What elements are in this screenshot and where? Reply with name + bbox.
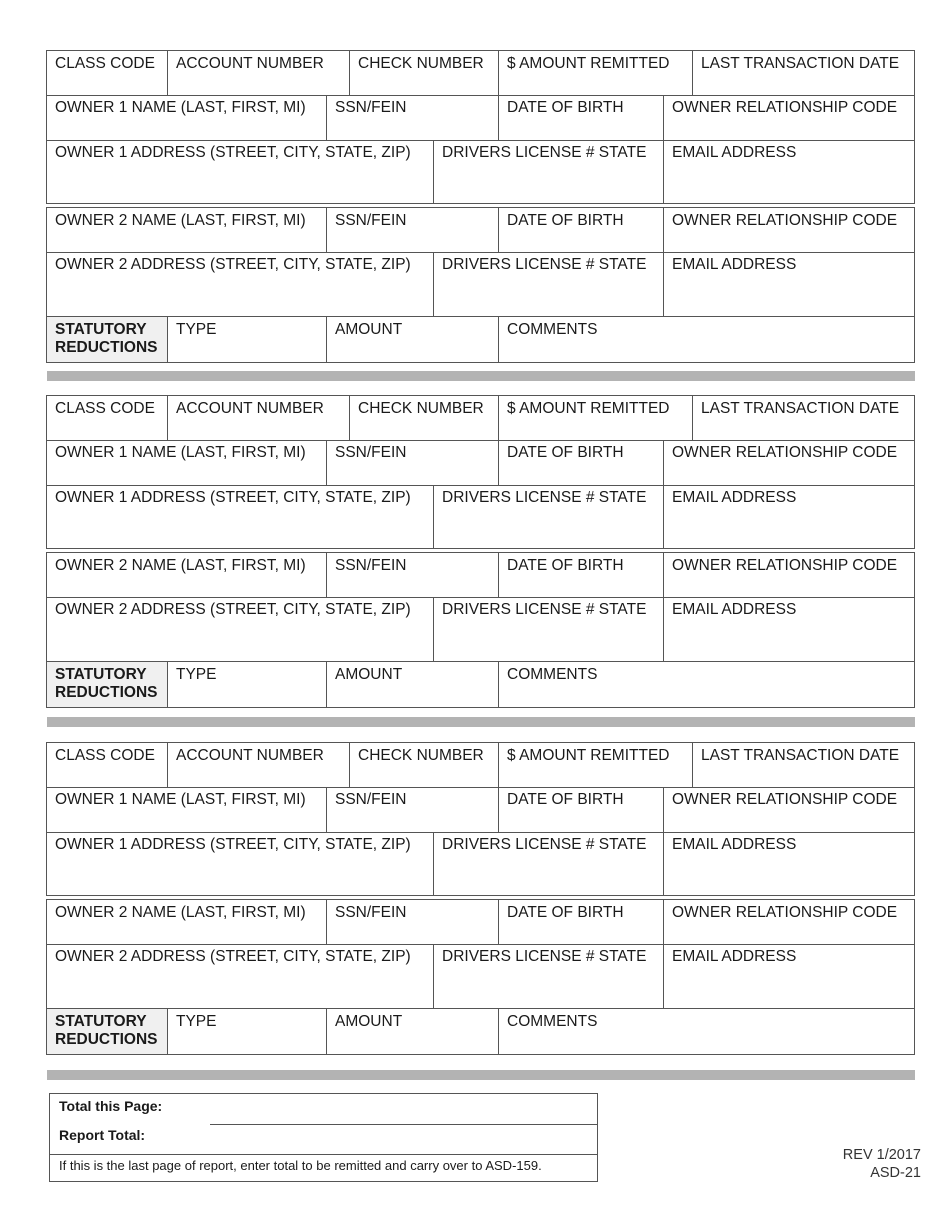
check-number-field[interactable]: CHECK NUMBER xyxy=(349,50,499,96)
owner-1-address-street-city-state-zip-field[interactable]: OWNER 1 ADDRESS (STREET, CITY, STATE, ZIP) xyxy=(46,832,434,896)
date-of-birth-field[interactable]: DATE OF BIRTH xyxy=(498,95,664,141)
account-number-field[interactable]: ACCOUNT NUMBER xyxy=(167,742,350,788)
owner-1-name-last-first-mi-field[interactable]: OWNER 1 NAME (LAST, FIRST, MI) xyxy=(46,440,327,486)
statutory-reductions-field: STATUTORY REDUCTIONS xyxy=(46,317,168,363)
owner-2-name-last-first-mi-field[interactable]: OWNER 2 NAME (LAST, FIRST, MI) xyxy=(46,552,327,598)
date-of-birth-field[interactable]: DATE OF BIRTH xyxy=(498,207,664,253)
totals-box xyxy=(49,1093,598,1182)
section-divider xyxy=(47,371,915,381)
ssn-fein-field[interactable]: SSN/FEIN xyxy=(326,207,499,253)
statutory-reductions-field: STATUTORY REDUCTIONS xyxy=(46,1009,168,1055)
form-row xyxy=(47,662,915,708)
check-number-field[interactable]: CHECK NUMBER xyxy=(349,395,499,441)
drivers-license-state-field[interactable]: DRIVERS LICENSE # STATE xyxy=(433,485,664,549)
last-transaction-date-field[interactable]: LAST TRANSACTION DATE xyxy=(692,395,915,441)
record-block xyxy=(47,395,915,708)
revision-date: REV 1/2017 xyxy=(842,1147,921,1163)
drivers-license-state-field[interactable]: DRIVERS LICENSE # STATE xyxy=(433,597,664,662)
form-row xyxy=(47,95,915,141)
form-row xyxy=(47,317,915,363)
owner-1-name-last-first-mi-field[interactable]: OWNER 1 NAME (LAST, FIRST, MI) xyxy=(46,787,327,833)
owner-relationship-code-field[interactable]: OWNER RELATIONSHIP CODE xyxy=(663,552,915,598)
email-address-field[interactable]: EMAIL ADDRESS xyxy=(663,944,915,1009)
owner-1-name-last-first-mi-field[interactable]: OWNER 1 NAME (LAST, FIRST, MI) xyxy=(46,95,327,141)
email-address-field[interactable]: EMAIL ADDRESS xyxy=(663,597,915,662)
owner-relationship-code-field[interactable]: OWNER RELATIONSHIP CODE xyxy=(663,207,915,253)
form-row xyxy=(47,207,915,253)
form-id: ASD-21 xyxy=(870,1165,921,1181)
drivers-license-state-field[interactable]: DRIVERS LICENSE # STATE xyxy=(433,252,664,317)
report-total-label: Report Total: xyxy=(59,1127,146,1143)
owner-2-address-street-city-state-zip-field[interactable]: OWNER 2 ADDRESS (STREET, CITY, STATE, ZIP) xyxy=(46,944,434,1009)
class-code-field[interactable]: CLASS CODE xyxy=(46,742,168,788)
owner-1-address-street-city-state-zip-field[interactable]: OWNER 1 ADDRESS (STREET, CITY, STATE, ZIP) xyxy=(46,485,434,549)
ssn-fein-field[interactable]: SSN/FEIN xyxy=(326,787,499,833)
account-number-field[interactable]: ACCOUNT NUMBER xyxy=(167,395,350,441)
amount-field[interactable]: AMOUNT xyxy=(326,1009,499,1055)
date-of-birth-field[interactable]: DATE OF BIRTH xyxy=(498,899,664,945)
form-row xyxy=(47,440,915,486)
amount-field[interactable]: AMOUNT xyxy=(326,317,499,363)
form-row xyxy=(47,252,915,317)
owner-2-name-last-first-mi-field[interactable]: OWNER 2 NAME (LAST, FIRST, MI) xyxy=(46,207,327,253)
class-code-field[interactable]: CLASS CODE xyxy=(46,395,168,441)
form-row xyxy=(47,552,915,598)
form-row xyxy=(47,140,915,204)
amount-field[interactable]: AMOUNT xyxy=(326,662,499,708)
check-number-field[interactable]: CHECK NUMBER xyxy=(349,742,499,788)
email-address-field[interactable]: EMAIL ADDRESS xyxy=(663,485,915,549)
drivers-license-state-field[interactable]: DRIVERS LICENSE # STATE xyxy=(433,944,664,1009)
section-divider xyxy=(47,717,915,727)
comments-field[interactable]: COMMENTS xyxy=(498,1009,915,1055)
owner-relationship-code-field[interactable]: OWNER RELATIONSHIP CODE xyxy=(663,899,915,945)
form-row xyxy=(47,50,915,96)
date-of-birth-field[interactable]: DATE OF BIRTH xyxy=(498,552,664,598)
record-block xyxy=(47,50,915,363)
email-address-field[interactable]: EMAIL ADDRESS xyxy=(663,252,915,317)
total-this-page-label: Total this Page: xyxy=(59,1098,163,1114)
comments-field[interactable]: COMMENTS xyxy=(498,662,915,708)
form-revision xyxy=(843,1146,921,1182)
form-row xyxy=(47,597,915,662)
record-block xyxy=(47,742,915,1055)
date-of-birth-field[interactable]: DATE OF BIRTH xyxy=(498,787,664,833)
drivers-license-state-field[interactable]: DRIVERS LICENSE # STATE xyxy=(433,140,664,204)
email-address-field[interactable]: EMAIL ADDRESS xyxy=(663,832,915,896)
form-row xyxy=(47,395,915,441)
comments-field[interactable]: COMMENTS xyxy=(498,317,915,363)
type-field[interactable]: TYPE xyxy=(167,662,327,708)
form-row xyxy=(47,899,915,945)
ssn-fein-field[interactable]: SSN/FEIN xyxy=(326,899,499,945)
form-row xyxy=(47,944,915,1009)
owner-relationship-code-field[interactable]: OWNER RELATIONSHIP CODE xyxy=(663,95,915,141)
ssn-fein-field[interactable]: SSN/FEIN xyxy=(326,552,499,598)
ssn-fein-field[interactable]: SSN/FEIN xyxy=(326,95,499,141)
form-row xyxy=(47,485,915,549)
type-field[interactable]: TYPE xyxy=(167,1009,327,1055)
account-number-field[interactable]: ACCOUNT NUMBER xyxy=(167,50,350,96)
last-transaction-date-field[interactable]: LAST TRANSACTION DATE xyxy=(692,742,915,788)
email-address-field[interactable]: EMAIL ADDRESS xyxy=(663,140,915,204)
owner-2-address-street-city-state-zip-field[interactable]: OWNER 2 ADDRESS (STREET, CITY, STATE, ZIP) xyxy=(46,597,434,662)
drivers-license-state-field[interactable]: DRIVERS LICENSE # STATE xyxy=(433,832,664,896)
form-row xyxy=(47,742,915,788)
form-row xyxy=(47,1009,915,1055)
owner-relationship-code-field[interactable]: OWNER RELATIONSHIP CODE xyxy=(663,787,915,833)
statutory-reductions-field: STATUTORY REDUCTIONS xyxy=(46,662,168,708)
amount-remitted-field[interactable]: $ AMOUNT REMITTED xyxy=(498,50,693,96)
totals-note: If this is the last page of report, enter total to be remitted and carry over to ASD-159. xyxy=(50,1154,597,1176)
owner-1-address-street-city-state-zip-field[interactable]: OWNER 1 ADDRESS (STREET, CITY, STATE, ZIP) xyxy=(46,140,434,204)
date-of-birth-field[interactable]: DATE OF BIRTH xyxy=(498,440,664,486)
class-code-field[interactable]: CLASS CODE xyxy=(46,50,168,96)
amount-remitted-field[interactable]: $ AMOUNT REMITTED xyxy=(498,742,693,788)
owner-2-address-street-city-state-zip-field[interactable]: OWNER 2 ADDRESS (STREET, CITY, STATE, ZIP) xyxy=(46,252,434,317)
owner-relationship-code-field[interactable]: OWNER RELATIONSHIP CODE xyxy=(663,440,915,486)
form-row xyxy=(47,832,915,896)
type-field[interactable]: TYPE xyxy=(167,317,327,363)
last-transaction-date-field[interactable]: LAST TRANSACTION DATE xyxy=(692,50,915,96)
total-this-page-field[interactable] xyxy=(210,1124,597,1125)
amount-remitted-field[interactable]: $ AMOUNT REMITTED xyxy=(498,395,693,441)
section-divider xyxy=(47,1070,915,1080)
owner-2-name-last-first-mi-field[interactable]: OWNER 2 NAME (LAST, FIRST, MI) xyxy=(46,899,327,945)
ssn-fein-field[interactable]: SSN/FEIN xyxy=(326,440,499,486)
form-row xyxy=(47,787,915,833)
